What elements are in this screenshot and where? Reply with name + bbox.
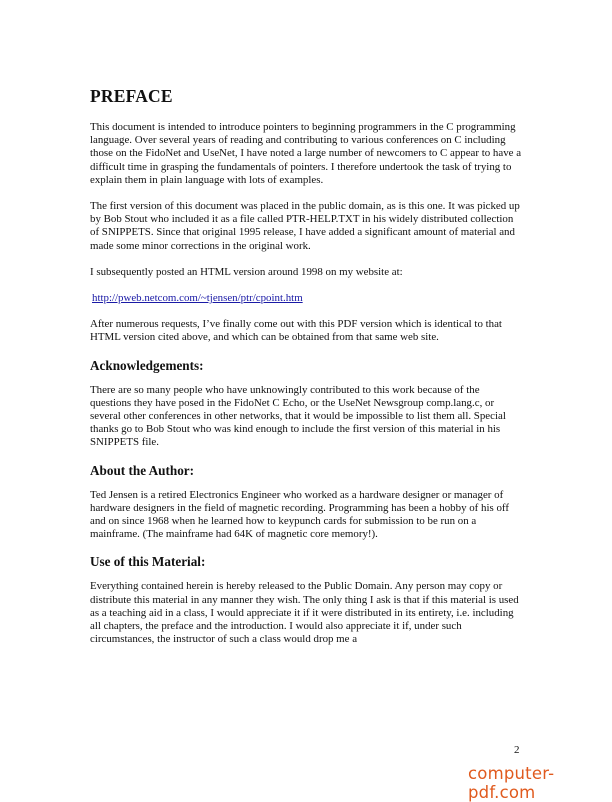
use-of-material-heading: Use of this Material: (90, 554, 206, 570)
intro-paragraph-3: I subsequently posted an HTML version around 1998 on my website at: (90, 265, 403, 278)
page-title: PREFACE (90, 86, 173, 106)
intro-paragraph-1: This document is intended to introduce pointers to beginning programmers in the C programming language. Over several years of reading and contributing to various conferences on C including those on the FidoNet and UseNet, I have noted a large number of newcomers to C appear to have a difficult time in grasping the fundamentals of pointers. I therefore undertook the task of trying to explain them in plain language with lots of examples. (90, 121, 522, 186)
acknowledgements-heading: Acknowledgements: (90, 357, 204, 373)
page-number: 2 (514, 744, 520, 756)
website-link[interactable]: http://pweb.netcom.com/~tjensen/ptr/cpoint.htm (92, 292, 303, 305)
about-author-text: Ted Jensen is a retired Electronics Engineer who worked as a hardware designer or manager of hardware designers in the field of magnetic recording. Programming has been a hobby of his off and on since 1968 when he learned how to keypunch cards for submission to be run on a mainframe. (The mainframe had 64K of magnetic core memory!). (90, 488, 509, 541)
after-link-paragraph: After numerous requests, I’ve finally come out with this PDF version which is identical to that HTML version cited above, and which can be obtained from that same web site. (90, 318, 502, 344)
intro-paragraph-2: The first version of this document was placed in the public domain, as is this one. It was picked up by Bob Stout who included it as a file called PTR-HELP.TXT in his widely distributed collection of SNIPPETS. Since that original 1995 release, I have added a significant amount of material and made some minor corrections in the original work. (90, 200, 520, 252)
acknowledgements-text: There are so many people who have unknowingly contributed to this work because of the questions they have posed in the FidoNet C Echo, or the UseNet Newsgroup comp.lang.c, or several other conferences in other networks, that it would be impossible to list them all. Special thanks go to Bob Stout who was kind enough to include the first version of this material in his SNIPPETS file. (90, 383, 506, 449)
document-page (90, 86, 522, 659)
use-of-material-text: Everything contained herein is hereby released to the Public Domain. Any person may copy or distribute this material in any manner they wish. The only thing I ask is that if this material is used as a teaching aid in a class, I would appreciate it if it were distributed in its entirety, i.e. including all chapters, the preface and the introduction. I would also appreciate it if, under such circumstances, the instructor of such a class would drop me a (90, 580, 519, 646)
about-author-heading: About the Author: (90, 462, 195, 478)
link-paragraph (92, 292, 522, 305)
watermark: computer-pdf.com (468, 764, 555, 802)
